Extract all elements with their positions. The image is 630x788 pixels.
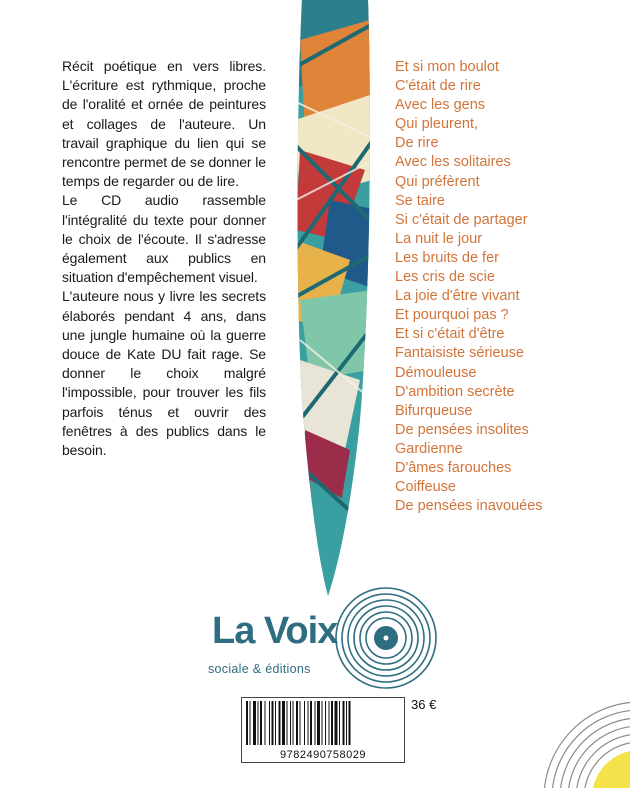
poem-line: Coiffeuse	[395, 479, 456, 496]
poem-line: Qui préfèrent	[395, 173, 480, 190]
poem-line: La joie d'être vivant	[395, 288, 520, 305]
vinyl-disc-icon	[334, 586, 438, 690]
isbn-number: 9782490758029	[279, 749, 367, 761]
poem-line: La nuit le jour	[395, 230, 483, 247]
poem-line: C'était de rire	[395, 78, 481, 95]
publisher-name: La Voix	[212, 610, 338, 652]
publisher-subtitle: sociale & éditions	[208, 662, 311, 676]
barcode-bars	[246, 701, 400, 745]
poem-line: Et pourquoi pas ?	[395, 307, 509, 324]
description-paragraph-3: L'auteure nous y livre les secrets élaborés pendant 4 ans, dans une jungle humaine où la guerre douce de Kate DU fait rage. Se donner le choix malgré l'impossible, pour trouver les fils parfois ténus et ouvrir des fenêtres à des publics dans le besoin.	[62, 288, 266, 459]
poem-line: Et si c'était d'être	[395, 326, 505, 343]
publisher-logo	[206, 586, 446, 686]
poem-line: Avec les gens	[395, 97, 486, 114]
poem-line: Avec les solitaires	[395, 154, 511, 171]
price-label: 36 €	[411, 697, 437, 712]
poem-line: Qui pleurent,	[395, 116, 479, 133]
poem-line: Les cris de scie	[395, 269, 495, 286]
poem-line: De rire	[395, 135, 439, 152]
poem-line: Fantaisiste sérieuse	[395, 345, 524, 362]
poem-line: De pensées insolites	[395, 421, 529, 438]
back-cover-description	[62, 57, 266, 460]
description-paragraph-2: Le CD audio rassemble l'intégralité du texte pour donner le choix de l'écoute. Il s'adresse également aux publics en situation d'empêchement visuel.	[62, 192, 266, 286]
poem-line: De pensées inavouées	[395, 498, 543, 515]
poem-line: Si c'était de partager	[395, 211, 528, 228]
poem-excerpt	[395, 58, 543, 516]
poem-line: Se taire	[395, 192, 445, 209]
poem-line: Bifurqueuse	[395, 402, 473, 419]
poem-line: Démouleuse	[395, 364, 477, 381]
poem-line: Les bruits de fer	[395, 249, 499, 266]
poem-line: D'ambition secrète	[395, 383, 515, 400]
poem-line: Gardienne	[395, 440, 463, 457]
description-paragraph-1: Récit poétique en vers libres. L'écriture est rythmique, proche de l'oralité et ornée de peintures et collages de l'auteure. Un travail graphique du lien qui se rencontre permet de se donner le temps de regarder ou de lire.	[62, 58, 266, 190]
poem-line: Et si mon boulot	[395, 59, 499, 75]
corner-disc-icon	[540, 690, 630, 788]
poem-line: D'âmes farouches	[395, 459, 512, 476]
isbn-barcode	[241, 697, 405, 763]
